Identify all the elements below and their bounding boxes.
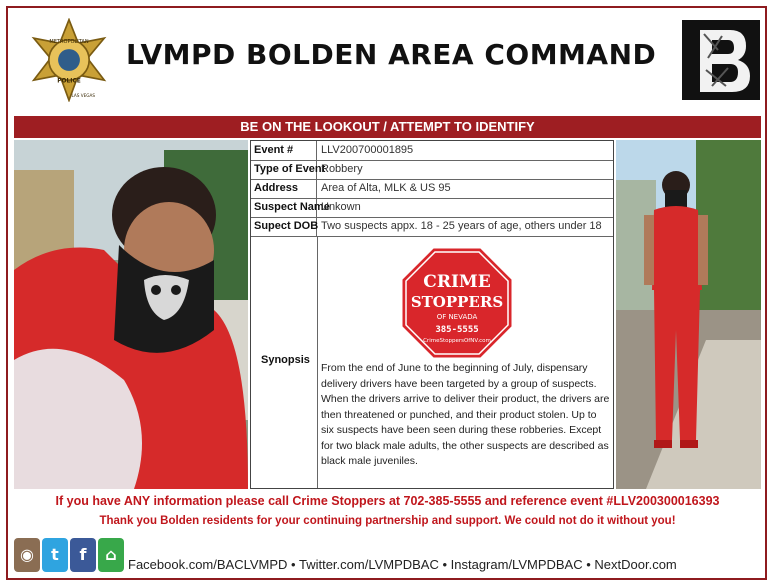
field-value: Two suspects appx. 18 - 25 years of age, others under 18 bbox=[321, 220, 602, 232]
nextdoor-icon: ⌂ bbox=[98, 538, 124, 572]
social-icons bbox=[14, 538, 126, 572]
call-to-action: If you have ANY information please call Crime Stoppers at 702-385-5555 and reference event #LLV200300016393 bbox=[55, 494, 720, 508]
synopsis-label: Synopsis bbox=[261, 354, 310, 366]
crime-stoppers-logo-icon bbox=[399, 245, 515, 361]
instagram-icon: ◉ bbox=[14, 538, 40, 572]
thank-you-message: Thank you Bolden residents for your continuing partnership and support. We could not do it without you! bbox=[99, 515, 676, 527]
suspect-photo-closeup bbox=[14, 140, 248, 489]
synopsis-label-cell bbox=[251, 236, 318, 488]
crime-stoppers-line1: CRIME bbox=[423, 272, 491, 292]
badge-text-small: LAS VEGAS bbox=[71, 92, 96, 98]
police-star-badge-icon bbox=[26, 18, 112, 102]
field-label: Supect DOB bbox=[251, 217, 317, 236]
badge-text-mid: POLICE bbox=[57, 78, 81, 85]
field-value: LLV200700001895 bbox=[321, 144, 414, 156]
table-row bbox=[251, 141, 613, 161]
crime-stoppers-phone: 385-5555 bbox=[435, 325, 479, 335]
field-value: Unkown bbox=[321, 201, 361, 213]
bolo-banner: BE ON THE LOOKOUT / ATTEMPT TO IDENTIFY bbox=[14, 116, 761, 138]
bolden-b-logo-icon bbox=[682, 20, 760, 100]
field-label: Address bbox=[251, 179, 317, 198]
suspect-info-table bbox=[250, 140, 614, 489]
table-row bbox=[251, 160, 613, 180]
crime-stoppers-line3: OF NEVADA bbox=[436, 313, 478, 321]
field-label: Suspect Name bbox=[251, 198, 317, 217]
social-links: Facebook.com/BACLVMPD • Twitter.com/LVMPDBAC • Instagram/LVMPDBAC • NextDoor.com bbox=[128, 557, 677, 572]
suspect-photo-fullbody bbox=[616, 140, 761, 489]
table-row bbox=[251, 217, 613, 237]
facebook-icon: f bbox=[70, 538, 96, 572]
badge-text-top: METROPOLITAN bbox=[49, 39, 89, 46]
field-label: Event # bbox=[251, 141, 317, 160]
field-value: Area of Alta, MLK & US 95 bbox=[321, 182, 451, 194]
table-row bbox=[251, 198, 613, 218]
crime-stoppers-line2: STOPPERS bbox=[410, 293, 504, 311]
field-label: Type of Event bbox=[251, 160, 317, 179]
twitter-icon: t bbox=[42, 538, 68, 572]
field-value: Robbery bbox=[321, 163, 363, 175]
page-title: LVMPD BOLDEN AREA COMMAND bbox=[126, 38, 657, 71]
crime-stoppers-url: CrimeStoppersOfNV.com bbox=[423, 338, 491, 344]
table-row bbox=[251, 179, 613, 199]
synopsis-text: From the end of June to the beginning of July, dispensary delivery drivers have been targeted by a group of suspects. When the drivers arrive to deliver their product, the drivers are then threatened or punched, and their product stolen. Up to six suspects have been seen during these robberies. Except for two black male adults, the other suspects are described as black male juveniles. bbox=[321, 362, 610, 467]
header bbox=[14, 14, 761, 106]
